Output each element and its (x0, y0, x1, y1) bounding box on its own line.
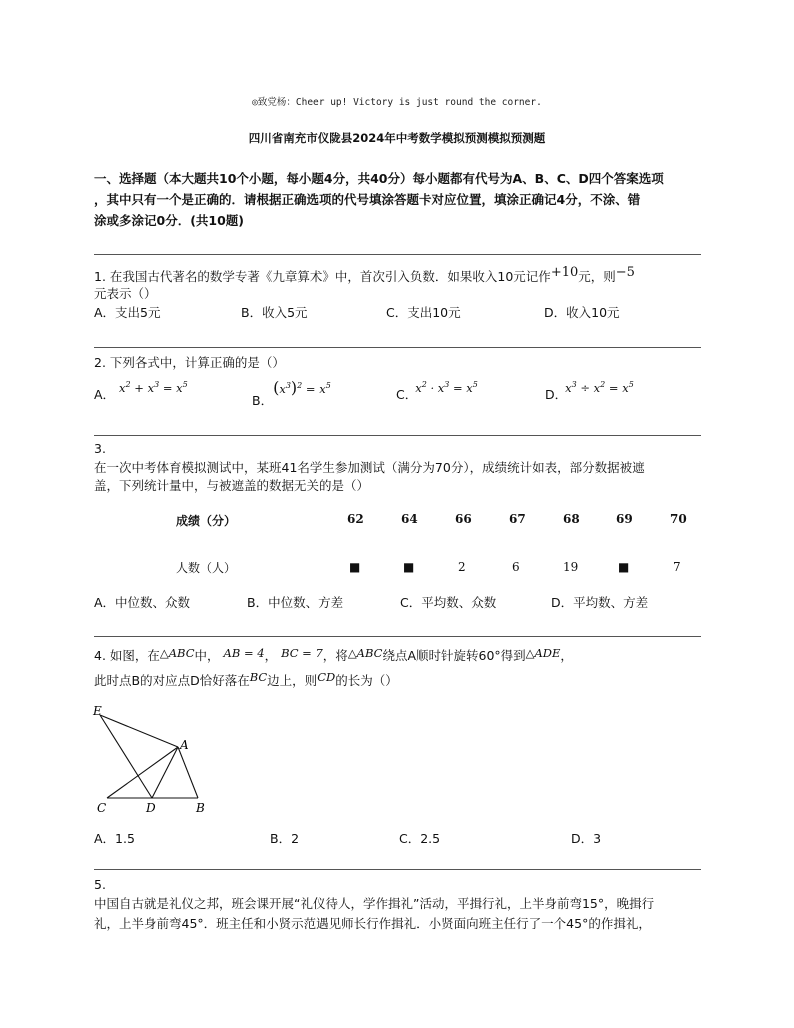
table-count-hidden: ■ (349, 560, 361, 574)
q2-option-b-formula: $(x^3)^2 = x^5$ (273, 378, 331, 397)
divider (94, 254, 701, 255)
q2-option-b (252, 378, 335, 409)
q3-option-b: B．中位数、方差 (247, 595, 344, 610)
table-count: 2 (458, 560, 466, 574)
label-d: D (146, 801, 156, 815)
q1-option-d: D．收入10元 (544, 305, 620, 320)
q4-text-3: ，将 (322, 648, 348, 663)
q1-text-a: 1. 在我国古代著名的数学专著《九章算术》中，首次引入负数．如果收入10元记作 (94, 269, 551, 285)
divider (94, 869, 701, 870)
q2-option-a-label: A． (94, 387, 116, 402)
q1-text-b: 元，则 (578, 269, 616, 285)
q4-option-b: B．2 (270, 831, 300, 846)
q2-option-c (396, 380, 484, 403)
q4-text-1: 4. 如图，在 (94, 648, 160, 663)
question-3-line-2: 盖，下列统计量中，与被遮盖的数据无关的是（） (94, 478, 370, 493)
q1-option-b: B．收入5元 (241, 305, 308, 320)
q3-option-d: D．平均数、方差 (551, 595, 649, 610)
q2-option-d-formula: $x^3 \div x^2 = x^5$ (565, 380, 634, 395)
q1-text-c: 元表示（） (94, 286, 157, 301)
question-1-line-1 (94, 265, 635, 285)
divider (94, 347, 701, 348)
section-line-1: 一、选择题（本大题共10个小题，每小题4分，共40分）每小题都有代号为A、B、C、D四个答案选项 (94, 171, 664, 186)
document-title: 四川省南充市仪陇县2024年中考数学模拟预测模拟预测题 (248, 131, 546, 145)
q2-option-b-label: B． (252, 393, 274, 408)
segment-ed (100, 715, 152, 798)
q1-negative-value: −5 (615, 265, 635, 280)
triangle-rotation-figure (90, 700, 220, 820)
q4-option-d: D．3 (571, 831, 602, 846)
table-score: 70 (670, 512, 687, 526)
q4-option-a: A．1.5 (94, 831, 135, 846)
table-score: 64 (401, 512, 418, 526)
table-header-count: 人数（人） (176, 561, 237, 575)
table-count: 7 (673, 560, 681, 574)
q1-positive-value: +10 (550, 265, 579, 280)
section-line-3: 涂或多涂记0分．(共10题) (94, 213, 245, 228)
question-3-number: 3. (94, 441, 106, 456)
segment-ca (107, 747, 178, 798)
divider (94, 435, 701, 436)
question-3-line-1: 在一次中考体育模拟测试中，某班41名学生参加测试（满分为70分），成绩统计如表，部分数据被遮 (94, 460, 645, 475)
section-heading (94, 168, 704, 231)
q4-line2-c: 的长为（） (335, 673, 398, 688)
label-a: A (180, 738, 189, 752)
q2-option-d (545, 380, 640, 403)
table-count-hidden: ■ (403, 560, 415, 574)
q3-option-a: A．中位数、众数 (94, 595, 191, 610)
segment-ea (100, 715, 178, 747)
table-score: 66 (455, 512, 472, 526)
q4-triangle-abc: △ABC (159, 646, 195, 660)
label-e: E (93, 704, 102, 718)
q4-segment-cd: CD (317, 670, 336, 684)
q3-option-c: C．平均数、众数 (400, 595, 497, 610)
q2-option-d-label: D． (545, 387, 568, 402)
question-4-line-1 (94, 646, 573, 664)
segment-ab (178, 747, 198, 798)
table-count: 19 (563, 560, 579, 574)
q4-triangle-ade: △ADE (525, 646, 561, 660)
q2-option-a-formula: $x^2 + x^3 = x^5$ (119, 380, 188, 395)
question-5-line-1: 中国自古就是礼仪之邦，班会课开展“礼仪待人，学作揖礼”活动，平揖行礼，上半身前弯15°，晚揖行 (94, 896, 655, 911)
table-header-score: 成绩（分） (176, 514, 237, 528)
q4-segment-bc: BC (249, 670, 268, 684)
q1-option-a: A．支出5元 (94, 305, 161, 320)
table-score: 69 (616, 512, 633, 526)
q4-option-c: C．2.5 (399, 831, 441, 846)
q4-comma: ， (264, 648, 278, 663)
q2-option-c-formula: $x^2 \cdot x^3 = x^5$ (415, 380, 478, 395)
q4-text-4: 绕点A顺时针旋转60°得到 (382, 648, 526, 663)
question-5-number: 5. (94, 877, 106, 892)
question-4-line-2 (94, 671, 398, 689)
question-2-text: 2. 下列各式中，计算正确的是（） (94, 355, 285, 370)
q1-option-c: C．支出10元 (386, 305, 461, 320)
q2-option-a (94, 380, 188, 403)
table-score: 67 (509, 512, 526, 526)
label-c: C (97, 801, 107, 815)
table-score: 62 (347, 512, 364, 526)
q4-bc-length: BC = 7 (281, 646, 323, 660)
q4-text-2: 中， (194, 648, 220, 663)
q4-line2-b: 边上，则 (267, 673, 318, 688)
divider (94, 636, 701, 637)
q4-ab-length: AB = 4 (223, 646, 265, 660)
motto-line: ◎致党杨：Cheer up! Victory is just round the corner. (252, 97, 542, 108)
q4-line2-a: 此时点B的对应点D恰好落在 (94, 673, 250, 688)
question-5-line-2: 礼，上半身前弯45°．班主任和小贤示范遇见师长行作揖礼．小贤面向班主任行了一个45°的作揖礼， (94, 916, 651, 931)
section-line-2: ，其中只有一个是正确的．请根据正确选项的代号填涂答题卡对应位置，填涂正确记4分，不涂、错 (94, 192, 641, 207)
table-count-hidden: ■ (618, 560, 630, 574)
q2-option-c-label: C． (396, 387, 418, 402)
segment-ad (152, 747, 178, 798)
table-score: 68 (563, 512, 580, 526)
table-count: 6 (512, 560, 520, 574)
label-b: B (196, 801, 205, 815)
q4-triangle-abc-2: △ABC (347, 646, 383, 660)
q4-text-5: ， (560, 648, 573, 663)
